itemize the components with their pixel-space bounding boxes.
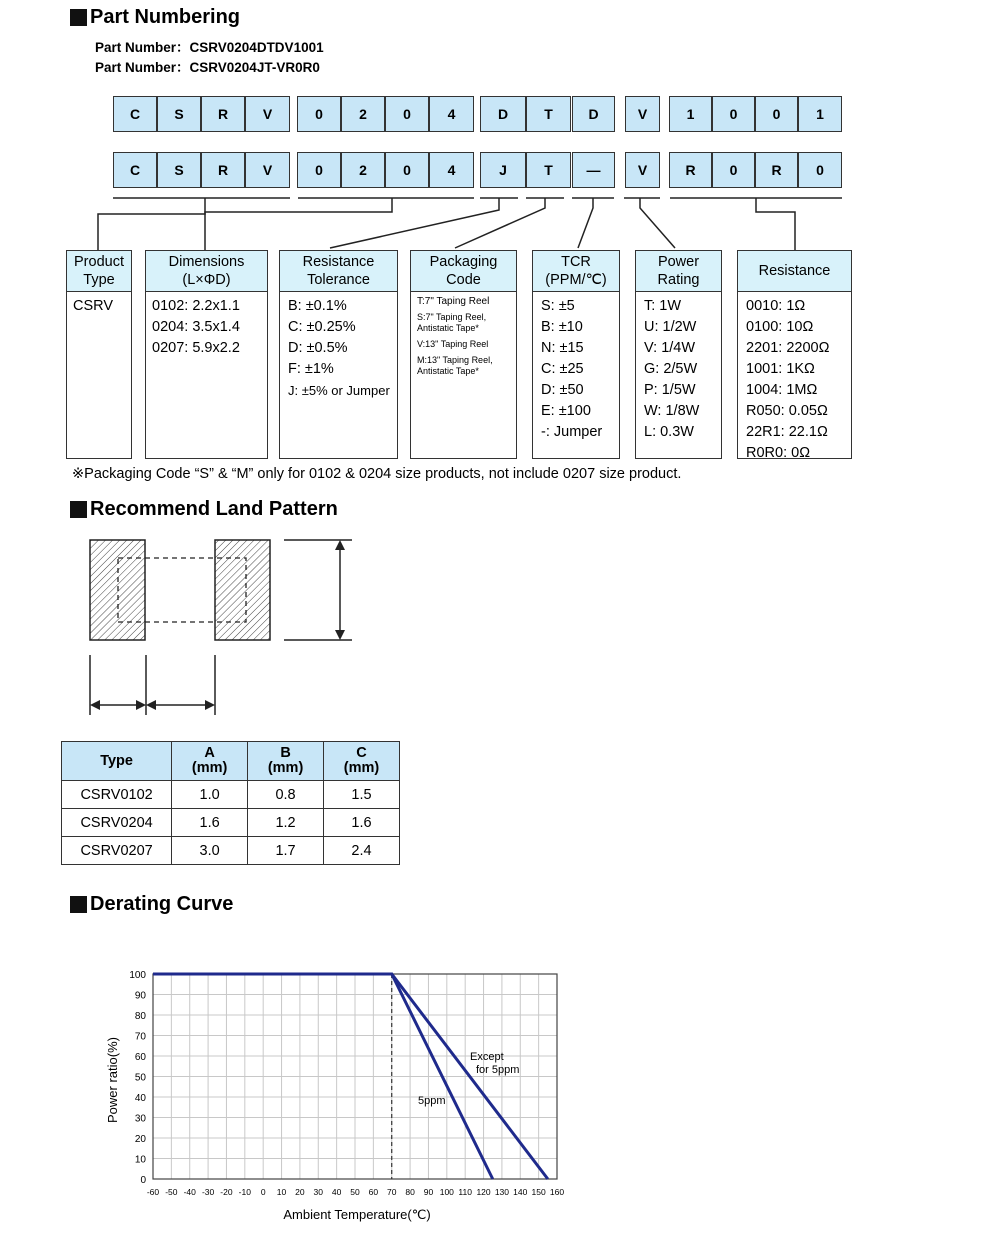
- table-cell: CSRV0102: [62, 781, 172, 809]
- x-tick-label: -60: [146, 1187, 160, 1197]
- table-row: [62, 837, 400, 865]
- list-item: 2201: 2200Ω: [746, 340, 830, 356]
- x-tick-label: 110: [458, 1187, 472, 1197]
- list-item: J: ±5% or Jumper: [288, 383, 390, 398]
- x-tick-label: 90: [423, 1187, 434, 1197]
- code-cell: 0: [712, 152, 755, 188]
- tcr-list: [533, 292, 619, 447]
- x-tick-label: -40: [183, 1187, 196, 1197]
- list-item: R050: 0.05Ω: [746, 403, 828, 419]
- land-pattern-table: [61, 741, 400, 865]
- x-tick-label: 140: [513, 1187, 528, 1197]
- code-cell: 0: [385, 152, 429, 188]
- code-cell: 0: [755, 96, 798, 132]
- column-header-c: C (mm): [324, 742, 400, 781]
- table-header-row: [62, 742, 400, 781]
- code-cell: C: [113, 96, 157, 132]
- land-pattern-diagram: [80, 530, 370, 720]
- list-item: 22R1: 22.1Ω: [746, 424, 828, 440]
- part-numbering-title: Part Numbering: [70, 6, 240, 29]
- code-cell: J: [480, 152, 526, 188]
- x-tick-label: 150: [531, 1187, 546, 1197]
- power-rating-list: [636, 292, 721, 447]
- code-cell: V: [245, 152, 290, 188]
- list-item: 0102: 2.2x1.1: [152, 298, 240, 314]
- list-item: T: 1W: [644, 298, 682, 314]
- code-cell: 0: [798, 152, 842, 188]
- code-row-2: [0, 152, 1000, 188]
- table-cell: CSRV0207: [62, 837, 172, 865]
- annotation-label: Except: [470, 1051, 504, 1063]
- code-cell: 4: [429, 152, 474, 188]
- list-item: S:7" Taping Reel,: [417, 312, 487, 322]
- x-tick-label: 0: [260, 1187, 266, 1197]
- code-cell: 0: [712, 96, 755, 132]
- table-cell: 0.8: [248, 781, 324, 809]
- list-item: C: ±25: [541, 361, 584, 377]
- list-item: L: 0.3W: [644, 424, 694, 440]
- code-cell: 1: [669, 96, 712, 132]
- y-tick-label: 70: [134, 1031, 146, 1043]
- list-item: F: ±1%: [288, 361, 334, 377]
- y-tick-label: 30: [134, 1113, 146, 1125]
- list-item: Antistatic Tape*: [417, 366, 479, 376]
- code-cell: 0: [297, 96, 341, 132]
- x-tick-label: 60: [368, 1187, 379, 1197]
- x-tick-label: 100: [439, 1187, 454, 1197]
- table-cell: 2.4: [324, 837, 400, 865]
- list-item: 1001: 1KΩ: [746, 361, 815, 377]
- table-row: [62, 809, 400, 837]
- dimensions-list: [146, 292, 267, 363]
- connector-lines: [0, 186, 1000, 256]
- table-cell: 1.5: [324, 781, 400, 809]
- code-cell: V: [625, 152, 660, 188]
- list-item: B: ±10: [541, 319, 583, 335]
- table-cell: 3.0: [172, 837, 248, 865]
- list-item: V: 1/4W: [644, 340, 696, 356]
- list-item: T:7" Taping Reel: [417, 296, 490, 307]
- product-type-box: [66, 250, 132, 459]
- y-tick-label: 50: [134, 1072, 146, 1084]
- land-pattern-title: Recommend Land Pattern: [70, 498, 338, 521]
- list-item: E: ±100: [541, 403, 591, 419]
- packaging-note: ※Packaging Code “S” & “M” only for 0102 & 0204 size products, not include 0207 size product.: [72, 466, 682, 482]
- annotation-label: for 5ppm: [476, 1064, 520, 1076]
- y-tick-label: 100: [129, 970, 146, 981]
- product-type-header: Product Type: [67, 251, 131, 292]
- code-cell: D: [480, 96, 526, 132]
- list-item: 0204: 3.5x1.4: [152, 319, 240, 335]
- list-item: 0207: 5.9x2.2: [152, 340, 240, 356]
- code-cell: 0: [297, 152, 341, 188]
- y-tick-label: 20: [134, 1134, 146, 1145]
- list-item: 0010: 1Ω: [746, 298, 806, 314]
- code-cell: D: [572, 96, 615, 132]
- x-tick-label: 120: [476, 1187, 491, 1197]
- table-cell: 1.6: [172, 809, 248, 837]
- packaging-code-list: [411, 292, 516, 381]
- code-cell: T: [526, 96, 571, 132]
- resistance-box: [737, 250, 852, 459]
- x-tick-label: 130: [494, 1187, 510, 1197]
- y-tick-label: 90: [134, 990, 146, 1002]
- code-cell: R: [669, 152, 712, 188]
- tcr-header: TCR (PPM/℃): [533, 251, 619, 292]
- y-tick-label: 80: [134, 1011, 146, 1022]
- x-tick-label: -50: [165, 1187, 178, 1197]
- list-item: Antistatic Tape*: [417, 323, 479, 333]
- code-cell: S: [157, 96, 201, 132]
- x-tick-label: 20: [295, 1187, 305, 1197]
- x-tick-label: -10: [238, 1187, 251, 1197]
- list-item: R0R0: 0Ω: [746, 445, 811, 461]
- dimensions-header: Dimensions (L×ΦD): [146, 251, 267, 292]
- code-cell: V: [625, 96, 660, 132]
- list-item: C: ±0.25%: [288, 319, 356, 335]
- power-rating-box: [635, 250, 722, 459]
- product-type-list: [67, 292, 131, 321]
- y-tick-label: 10: [134, 1154, 146, 1166]
- code-cell: C: [113, 152, 157, 188]
- part-number-example-2: Part Number：CSRV0204JT-VR0R0: [95, 60, 320, 75]
- list-item: B: ±0.1%: [288, 298, 347, 314]
- code-cell: 1: [798, 96, 842, 132]
- section-bullet-icon: [70, 896, 87, 913]
- list-item: -: Jumper: [541, 424, 603, 440]
- y-axis-label: Power ratio(%): [105, 1037, 120, 1123]
- code-cell: 0: [385, 96, 429, 132]
- list-item: G: 2/5W: [644, 361, 698, 377]
- list-item: U: 1/2W: [644, 319, 697, 335]
- x-tick-label: 30: [313, 1187, 324, 1197]
- table-cell: 1.0: [172, 781, 248, 809]
- code-cell: S: [157, 152, 201, 188]
- code-cell: R: [201, 96, 245, 132]
- x-tick-label: -20: [220, 1187, 233, 1197]
- part-number-example-1: Part Number：CSRV0204DTDV1001: [95, 40, 324, 55]
- x-tick-label: 70: [386, 1187, 397, 1197]
- column-header-b: B (mm): [248, 742, 324, 781]
- x-axis-label: Ambient Temperature(℃): [283, 1207, 431, 1222]
- table-cell: 1.7: [248, 837, 324, 865]
- code-cell: R: [755, 152, 798, 188]
- tolerance-header: Resistance Tolerance: [280, 251, 397, 292]
- code-cell: —: [572, 152, 615, 188]
- annotation-label: 5ppm: [418, 1095, 446, 1107]
- table-cell: 1.6: [324, 809, 400, 837]
- y-tick-label: 0: [140, 1175, 146, 1186]
- column-header-a: A (mm): [172, 742, 248, 781]
- table-row: [62, 781, 400, 809]
- table-cell: CSRV0204: [62, 809, 172, 837]
- list-item: P: 1/5W: [644, 382, 696, 398]
- tolerance-list: [280, 292, 397, 405]
- packaging-code-box: [410, 250, 517, 459]
- list-item: N: ±15: [541, 340, 584, 356]
- table-cell: 1.2: [248, 809, 324, 837]
- y-tick-label: 40: [134, 1093, 146, 1104]
- column-header-type: Type: [62, 742, 172, 781]
- code-cell: T: [526, 152, 571, 188]
- derating-chart: [0, 940, 600, 1240]
- x-tick-label: -30: [201, 1187, 215, 1197]
- list-item: CSRV: [73, 298, 114, 314]
- list-item: 0100: 10Ω: [746, 319, 814, 335]
- code-row-1: [0, 96, 1000, 132]
- list-item: M:13" Taping Reel,: [417, 355, 493, 365]
- code-cell: 2: [341, 96, 385, 132]
- list-item: D: ±50: [541, 382, 584, 398]
- resistance-header: Resistance: [738, 251, 851, 292]
- code-cell: R: [201, 152, 245, 188]
- code-cell: 2: [341, 152, 385, 188]
- list-item: 1004: 1MΩ: [746, 382, 818, 398]
- derating-title: Derating Curve: [70, 893, 233, 916]
- x-tick-label: 10: [276, 1187, 287, 1197]
- code-cell: V: [245, 96, 290, 132]
- x-tick-label: 50: [350, 1187, 360, 1197]
- list-item: W: 1/8W: [644, 403, 700, 419]
- right-pad: [215, 540, 270, 640]
- x-tick-label: 160: [549, 1187, 565, 1197]
- list-item: S: ±5: [541, 298, 575, 314]
- power-rating-header: Power Rating: [636, 251, 721, 292]
- packaging-code-header: Packaging Code: [411, 251, 516, 292]
- section-bullet-icon: [70, 9, 87, 26]
- tolerance-box: [279, 250, 398, 459]
- resistance-list: [738, 292, 851, 468]
- list-item: V:13" Taping Reel: [417, 339, 489, 349]
- dimensions-box: [145, 250, 268, 459]
- y-tick-label: 60: [134, 1052, 146, 1063]
- code-cell: 4: [429, 96, 474, 132]
- x-tick-label: 40: [331, 1187, 342, 1197]
- tcr-box: [532, 250, 620, 459]
- list-item: D: ±0.5%: [288, 340, 348, 356]
- section-bullet-icon: [70, 501, 87, 518]
- x-tick-label: 80: [405, 1187, 415, 1197]
